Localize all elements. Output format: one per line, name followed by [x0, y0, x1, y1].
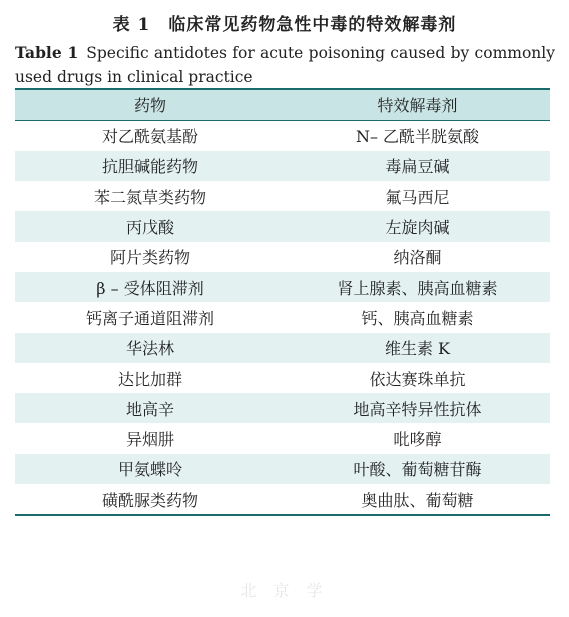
- table-row: [15, 393, 550, 423]
- table-row: [15, 120, 550, 151]
- antidote-cell: 地高辛特异性抗体: [353, 399, 482, 419]
- table-row: [15, 484, 550, 515]
- drug-cell: 甲氨蝶呤: [117, 460, 182, 480]
- antidote-cell: 奥曲肽、葡萄糖: [361, 490, 474, 510]
- antidote-cell: 肾上腺素、胰高血糖素: [337, 278, 498, 298]
- antidote-cell: 左旋肉碱: [385, 218, 450, 238]
- drug-cell: 异烟肼: [125, 430, 174, 450]
- table-row: [15, 242, 550, 272]
- table-header-row: [15, 89, 550, 120]
- drug-cell: 丙戊酸: [125, 218, 174, 238]
- drug-cell: 磺酰脲类药物: [101, 490, 198, 510]
- antidote-cell: 依达赛珠单抗: [369, 369, 466, 389]
- table-row: [15, 302, 550, 332]
- header-antidote: 特效解毒剂: [377, 96, 458, 116]
- antidote-cell: 毒扁豆碱: [385, 157, 450, 177]
- table-title-english-text: Specific antidotes for acute poisoning caused by commonly used drugs in clinical practice: [15, 44, 555, 86]
- table-title-english: [15, 41, 555, 89]
- table-row: [15, 423, 550, 453]
- drug-cell: 地高辛: [125, 399, 174, 419]
- table-row: [15, 363, 550, 393]
- antidote-cell: 氟马西尼: [385, 187, 450, 207]
- table-row: [15, 333, 550, 363]
- drug-cell: 华法林: [125, 339, 174, 359]
- antidote-cell: 吡哆醇: [393, 430, 442, 450]
- antidote-table: [15, 88, 550, 516]
- antidote-cell: 钙、胰高血糖素: [361, 308, 474, 328]
- drug-cell: 苯二氮草类药物: [93, 187, 206, 207]
- drug-cell: β – 受体阻滞剂: [96, 278, 204, 298]
- watermark: 北 京 学: [240, 581, 329, 600]
- antidote-cell: N– 乙酰半胱氨酸: [355, 127, 480, 147]
- drug-cell: 钙离子通道阻滞剂: [85, 308, 214, 328]
- table-row: [15, 211, 550, 241]
- drug-cell: 阿片类药物: [109, 248, 190, 268]
- drug-cell: 达比加群: [117, 369, 182, 389]
- drug-cell: 抗胆碱能药物: [101, 157, 198, 177]
- table-title-chinese: 表 1 临床常见药物急性中毒的特效解毒剂: [112, 15, 457, 35]
- antidote-cell: 叶酸、葡萄糖苷酶: [353, 460, 482, 480]
- table-label: Table 1: [15, 43, 79, 62]
- antidote-cell: 维生素 K: [384, 339, 451, 359]
- header-drug: 药物: [133, 96, 166, 116]
- table-row: [15, 454, 550, 484]
- antidote-cell: 纳洛酮: [393, 248, 442, 268]
- table-row: [15, 151, 550, 181]
- table-row: [15, 181, 550, 211]
- drug-cell: 对乙酰氨基酚: [101, 127, 198, 147]
- table-row: [15, 272, 550, 302]
